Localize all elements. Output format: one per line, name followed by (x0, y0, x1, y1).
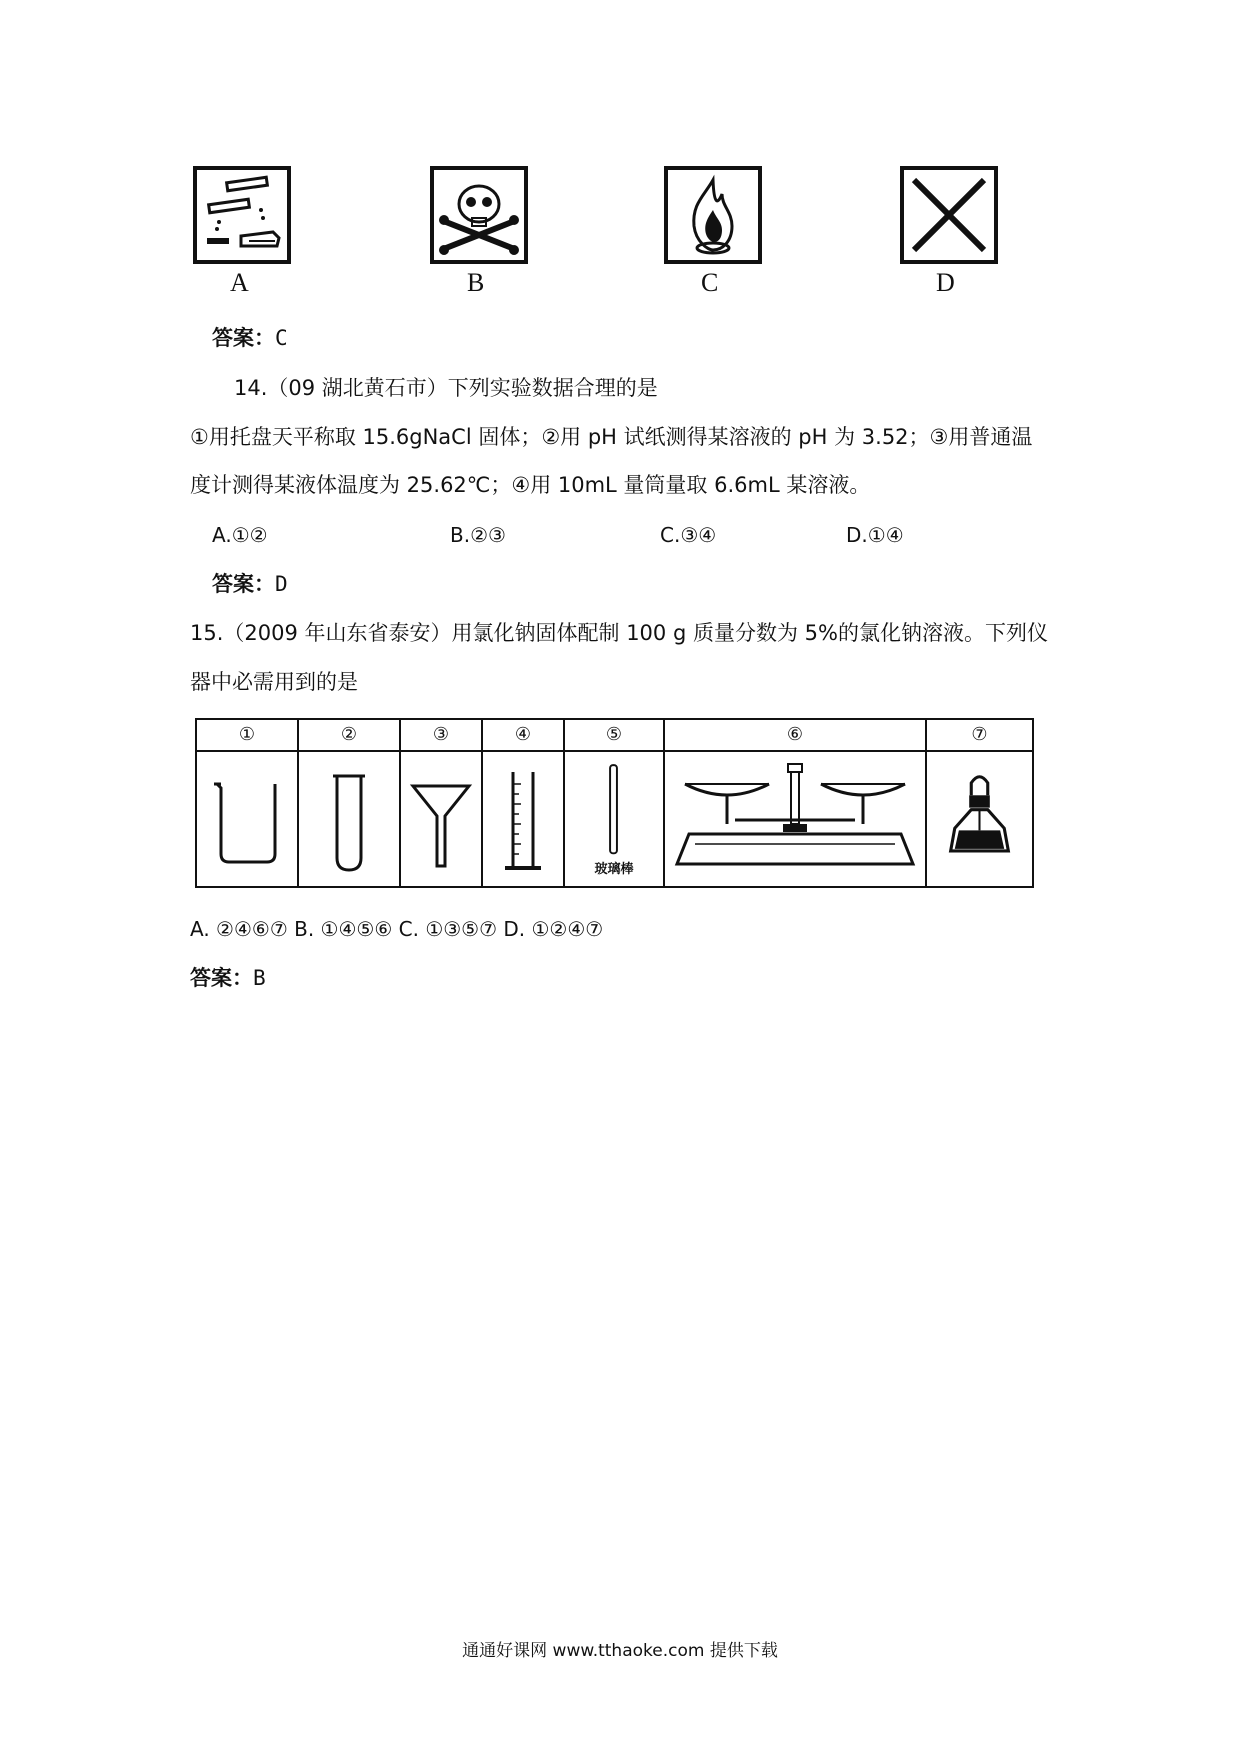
instrument-cell (299, 720, 401, 886)
sign-d-label: D (936, 268, 955, 297)
glass-rod-icon (610, 765, 617, 853)
q14-option-c: C.③④ (660, 523, 717, 547)
instrument-cell (565, 720, 665, 886)
instrument-number: ④ (483, 720, 563, 752)
instrument-number: ① (197, 720, 297, 752)
q15-answer (190, 964, 266, 992)
q13-answer (212, 324, 288, 352)
answer-label: 答案： (212, 326, 275, 350)
answer-value: B (253, 966, 266, 990)
sign-b (430, 166, 528, 264)
alcohol-lamp-icon (927, 752, 1032, 886)
instrument-number: ⑤ (565, 720, 663, 752)
corrosive-icon (193, 166, 291, 264)
sign-d (900, 166, 998, 264)
beaker-icon (197, 752, 297, 886)
q15-options: A. ②④⑥⑦ B. ①④⑤⑥ C. ①③⑤⑦ D. ①②④⑦ (190, 917, 604, 941)
q14-option-d: D.①④ (846, 523, 904, 547)
answer-label: 答案： (212, 572, 275, 596)
answer-value: D (275, 572, 288, 596)
toxic-skull-icon (430, 166, 528, 264)
instrument-cell (927, 720, 1032, 886)
instrument-cell (401, 720, 483, 886)
answer-value: C (275, 326, 288, 350)
instrument-number: ③ (401, 720, 481, 752)
sign-a (193, 166, 291, 264)
balance-icon (665, 752, 925, 886)
flammable-flame-icon (664, 166, 762, 264)
instrument-number: ② (299, 720, 399, 752)
sign-c-label: C (701, 268, 719, 297)
q14-option-b: B.②③ (450, 523, 506, 547)
instrument-cell (665, 720, 927, 886)
graduated-cylinder-icon (483, 752, 563, 886)
sign-c (664, 166, 762, 264)
q14-line1: ①用托盘天平称取 15.6gNaCl 固体；②用 pH 试纸测得某溶液的 pH 为 3.52；③用普通温 (190, 425, 1033, 449)
q14-stem: 14.（09 湖北黄石市）下列实验数据合理的是 (234, 376, 658, 400)
instrument-cell (197, 720, 299, 886)
glass-rod-caption: 玻璃棒 (594, 862, 634, 877)
q15-stem-line1: 15.（2009 年山东省泰安）用氯化钠固体配制 100 g 质量分数为 5%的氯化钠溶液。下列仪 (190, 621, 1048, 645)
instrument-cell (483, 720, 565, 886)
page-footer: 通通好课网 www.tthaoke.com 提供下载 (462, 1641, 778, 1661)
harmful-x-icon (900, 166, 998, 264)
sign-a-label: A (230, 268, 249, 297)
instrument-number: ⑥ (665, 720, 925, 752)
test-tube-icon (299, 752, 399, 886)
q15-stem-line2: 器中必需用到的是 (190, 670, 358, 694)
instrument-number: ⑦ (927, 720, 1032, 752)
q14-option-a: A.①② (212, 523, 268, 547)
funnel-icon (401, 752, 481, 886)
answer-label: 答案： (190, 966, 253, 990)
q14-answer (212, 570, 288, 598)
instrument-table (195, 718, 1034, 888)
q14-line2: 度计测得某液体温度为 25.62℃；④用 10mL 量筒量取 6.6mL 某溶液。 (190, 473, 871, 497)
sign-b-label: B (467, 268, 485, 297)
